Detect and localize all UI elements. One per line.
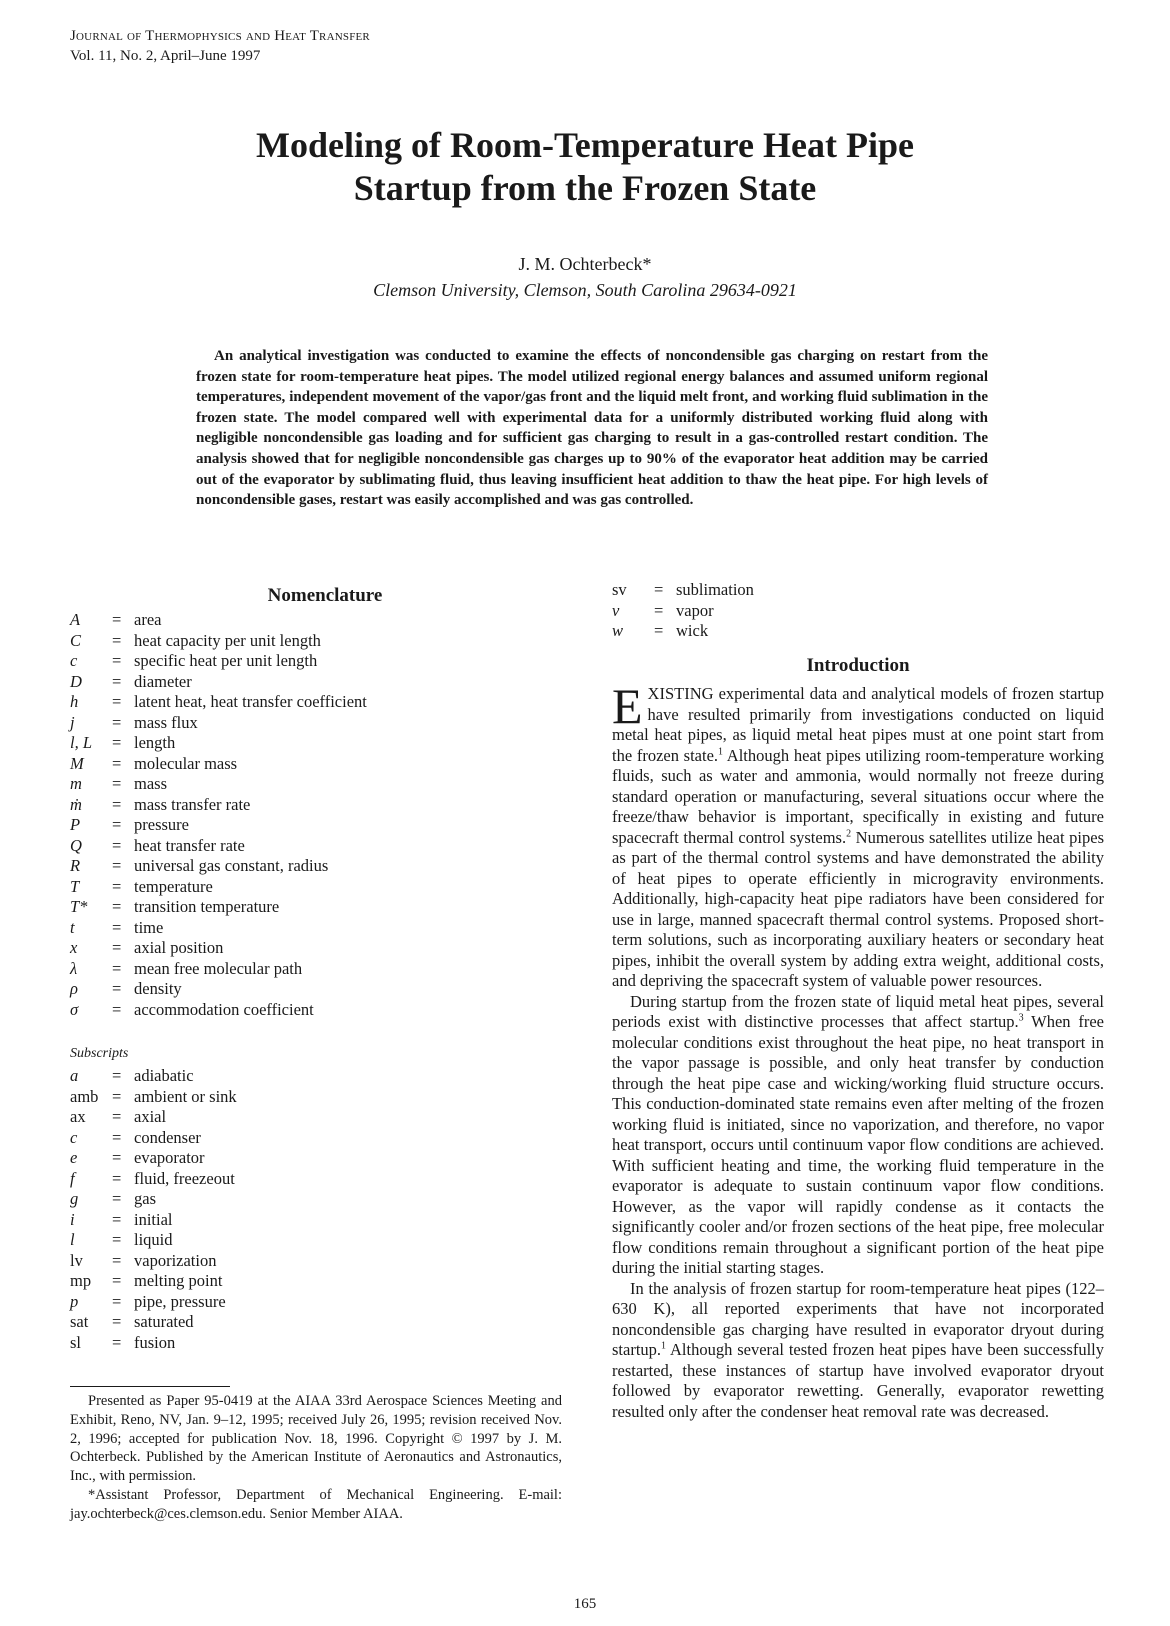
nomenclature-entry — [70, 1333, 237, 1354]
nomenclature-definition: molecular mass — [134, 753, 238, 773]
nomenclature-entry — [70, 692, 367, 713]
footnote-author: *Assistant Professor, Department of Mechanical Engineering. E-mail: jay.ochterbeck@ces.clemson.edu. Senior Member AIAA. — [70, 1486, 562, 1522]
nomenclature-definition: axial position — [134, 938, 224, 957]
nomenclature-definition: mass — [134, 774, 167, 793]
intro-text: Numerous satellites utilize heat pipes as part of the thermal control systems and have demonstrated the ability of heat pipes to operate efficiently in microgravity environments. Additionally, high-capacity heat pipe radiators have been considered for use in large, manned spacecraft thermal control systems. Proposed short-term solutions, such as incorporating auxiliary heaters or secondary heat pipes, inhibit the overall system by adding extra weight, additional costs, and depriving the spacecraft system of valuable power resources. — [612, 827, 1104, 990]
nomenclature-definition: diameter — [134, 671, 192, 691]
nomenclature-definition: pressure — [134, 815, 189, 834]
nomenclature-definition: transition temperature — [134, 897, 280, 916]
nomenclature-definition: pipe, pressure — [134, 1291, 226, 1311]
nomenclature-entry — [70, 1210, 237, 1231]
nomenclature-symbol: ax — [70, 1107, 86, 1126]
nomenclature-definition: temperature — [134, 876, 213, 896]
nomenclature-symbol: m — [70, 774, 82, 793]
nomenclature-symbol: l — [70, 1230, 75, 1249]
nomenclature-definition: fusion — [134, 1332, 176, 1352]
nomenclature-definition: adiabatic — [134, 1066, 194, 1085]
nomenclature-definition: gas — [134, 1189, 156, 1208]
equals-sign: = — [112, 1291, 122, 1311]
equals-sign: = — [654, 600, 664, 620]
equals-sign: = — [112, 774, 122, 793]
nomenclature-definition: time — [134, 917, 164, 937]
nomenclature-symbol: ρ — [70, 979, 78, 998]
nomenclature-entry — [70, 795, 367, 816]
equals-sign: = — [112, 630, 122, 650]
equals-sign: = — [112, 917, 122, 937]
nomenclature-symbol: e — [70, 1148, 78, 1167]
nomenclature-entry — [70, 979, 367, 1000]
nomenclature-definition: saturated — [134, 1312, 194, 1331]
nomenclature-symbol: g — [70, 1189, 79, 1208]
reference-marker: 1 — [661, 1340, 667, 1352]
equals-sign: = — [112, 733, 122, 752]
equals-sign: = — [112, 1127, 122, 1147]
nomenclature-entry — [70, 672, 367, 693]
nomenclature-symbol: f — [70, 1168, 75, 1188]
nomenclature-entry — [70, 1087, 237, 1108]
equals-sign: = — [112, 1168, 122, 1188]
nomenclature-entry — [70, 815, 367, 836]
nomenclature-entry — [70, 1148, 237, 1169]
intro-text: Although heat pipes utilizing room-temperature working fluids, such as water and ammonia, would normally not freeze during standard operation or manufacturing, several situations occur where the freeze/thaw behavior is important, specifically in existing and future spacecraft thermal control systems. — [612, 745, 1104, 847]
nomenclature-symbol: A — [70, 610, 81, 629]
nomenclature-symbol: w — [612, 621, 624, 640]
nomenclature-entry — [612, 580, 754, 601]
equals-sign: = — [112, 835, 122, 855]
nomenclature-definition: melting point — [134, 1271, 223, 1290]
nomenclature-definition: area — [134, 610, 162, 629]
nomenclature-definition: fluid, freezeout — [134, 1168, 235, 1188]
equals-sign: = — [112, 610, 122, 629]
nomenclature-list — [70, 610, 367, 1020]
equals-sign: = — [654, 621, 664, 640]
subscripts-heading: Subscripts — [70, 1046, 129, 1061]
nomenclature-entry — [70, 959, 367, 980]
nomenclature-symbol: amb — [70, 1086, 99, 1106]
nomenclature-entry — [70, 1189, 237, 1210]
nomenclature-definition: specific heat per unit length — [134, 651, 318, 670]
nomenclature-symbol: Q — [70, 835, 82, 855]
nomenclature-entry — [70, 1169, 237, 1190]
intro-text: In the analysis of frozen startup for room-temperature heat pipes (122–630 K), all reported experiments that have not incorporated noncondensible gas charging have resulted in evaporator dryout during startup. — [612, 1278, 1104, 1359]
nomenclature-entry — [70, 897, 367, 918]
nomenclature-entry — [70, 856, 367, 877]
journal-name: Journal of Thermophysics and Heat Transfer — [70, 28, 370, 44]
introduction-heading: Introduction — [806, 655, 910, 676]
equals-sign: = — [112, 1312, 122, 1331]
equals-sign: = — [112, 1209, 122, 1229]
nomenclature-definition: length — [134, 733, 176, 752]
nomenclature-symbol: P — [70, 815, 81, 834]
intro-text: Although several tested frozen heat pipes have been successfully restarted, these instances of startup have involved evaporator dryout followed by evaporator rewetting. Generally, evaporator rewetting resulted only after the condenser heat removal rate was decreased. — [612, 1340, 1104, 1421]
nomenclature-symbol: i — [70, 1209, 75, 1229]
nomenclature-entry — [70, 651, 367, 672]
nomenclature-symbol: sl — [70, 1332, 82, 1352]
nomenclature-symbol: sv — [612, 580, 627, 599]
author-name: J. M. Ochterbeck* — [518, 254, 652, 274]
nomenclature-symbol: c — [70, 1127, 78, 1147]
nomenclature-symbol: t — [70, 917, 75, 937]
nomenclature-symbol: a — [70, 1066, 79, 1085]
equals-sign: = — [112, 753, 122, 773]
nomenclature-heading: Nomenclature — [267, 585, 383, 606]
nomenclature-entry — [612, 621, 754, 642]
author-affiliation: Clemson University, Clemson, South Carolina 29634-0921 — [373, 280, 797, 300]
intro-paragraph-3 — [612, 1279, 1104, 1423]
nomenclature-symbol: ṁ — [70, 794, 82, 814]
nomenclature-entry — [70, 754, 367, 775]
equals-sign: = — [112, 1086, 122, 1106]
nomenclature-definition: axial — [134, 1107, 167, 1126]
nomenclature-entry — [70, 1107, 237, 1128]
equals-sign: = — [112, 1066, 122, 1085]
nomenclature-symbol: x — [70, 938, 78, 957]
equals-sign: = — [112, 1230, 122, 1249]
subscripts-list — [70, 1066, 237, 1353]
intro-text: During startup from the frozen state of liquid metal heat pipes, several periods exist with distinctive processes that affect startup. — [612, 991, 1104, 1031]
nomenclature-symbol: p — [70, 1291, 79, 1311]
equals-sign: = — [112, 979, 122, 998]
nomenclature-entry — [70, 774, 367, 795]
nomenclature-definition: heat capacity per unit length — [134, 630, 321, 650]
nomenclature-entry — [70, 1066, 237, 1087]
nomenclature-entry — [70, 713, 367, 734]
nomenclature-entry — [70, 1271, 237, 1292]
nomenclature-entry — [70, 1251, 237, 1272]
nomenclature-entry — [70, 733, 367, 754]
nomenclature-entry — [70, 1292, 237, 1313]
paper-title — [0, 124, 1170, 210]
nomenclature-definition: mean free molecular path — [134, 958, 303, 978]
equals-sign: = — [654, 580, 664, 599]
nomenclature-symbol: T — [70, 876, 80, 896]
nomenclature-definition: latent heat, heat transfer coefficient — [134, 692, 367, 711]
nomenclature-definition: initial — [134, 1209, 173, 1229]
equals-sign: = — [112, 692, 122, 711]
nomenclature-symbol: D — [70, 671, 82, 691]
journal-header — [70, 26, 370, 66]
nomenclature-entry — [70, 836, 367, 857]
intro-text: When free molecular conditions exist throughout the heat pipe, no heat transport in the vapor passage is possible, and only heat transfer by conduction through the heat pipe case and wicking/working fluid structure occurs. This conduction-dominated state remains even after melting of the frozen working fluid is initiated, since no vaporization, and therefore, no vapor heat transport, occurs until continuum vapor flow conditions are achieved. With sufficient heating and time, the working fluid temperature in the evaporator is adequate to sustain continuum vapor flow conditions. However, as the vapor will rapidly condense as it contacts the significantly cooler and/or frozen sections of the heat pipe, free molecular flow conditions remain throughout a significant portion of the heat pipe during the initial starting stages. — [612, 1012, 1104, 1277]
nomenclature-definition: density — [134, 979, 182, 998]
nomenclature-symbol: M — [70, 753, 84, 773]
equals-sign: = — [112, 1271, 122, 1290]
title-line-2: Startup from the Frozen State — [353, 168, 817, 208]
reference-marker: 3 — [1018, 1012, 1024, 1024]
nomenclature-entry — [70, 938, 367, 959]
equals-sign: = — [112, 1250, 122, 1270]
equals-sign: = — [112, 856, 122, 875]
nomenclature-definition: evaporator — [134, 1148, 205, 1167]
nomenclature-definition: mass transfer rate — [134, 794, 251, 814]
nomenclature-symbol: h — [70, 692, 79, 711]
equals-sign: = — [112, 999, 122, 1019]
nomenclature-definition: ambient or sink — [134, 1086, 237, 1106]
reference-marker: 2 — [846, 828, 852, 839]
footnote-presented: Presented as Paper 95-0419 at the AIAA 33rd Aerospace Sciences Meeting and Exhibit, Reno, NV, Jan. 9–12, 1995; received July 26, 1995; revision received Nov. 2, 1996; accepted for publication Nov. 18, 1996. Copyright © 1997 by J. M. Ochterbeck. Published by the American Institute of Aeronautics and Astronautics, Inc., with permission. — [70, 1393, 562, 1485]
footnote-rule — [70, 1386, 230, 1387]
intro-paragraph-2 — [612, 992, 1104, 1279]
introduction-body — [612, 678, 1104, 1422]
nomenclature-definition: vapor — [676, 600, 714, 620]
nomenclature-symbol: mp — [70, 1271, 92, 1290]
nomenclature-definition: mass flux — [134, 712, 198, 732]
drop-cap: E — [612, 678, 643, 734]
title-line-1: Modeling of Room-Temperature Heat Pipe — [256, 125, 914, 165]
nomenclature-entry — [70, 918, 367, 939]
nomenclature-symbol: c — [70, 651, 78, 670]
equals-sign: = — [112, 651, 122, 670]
equals-sign: = — [112, 958, 122, 978]
page-number: 165 — [573, 1596, 597, 1612]
equals-sign: = — [112, 1107, 122, 1126]
footnotes — [70, 1392, 562, 1524]
nomenclature-definition: accommodation coefficient — [134, 999, 314, 1019]
nomenclature-definition: vaporization — [134, 1250, 217, 1270]
nomenclature-entry — [70, 610, 367, 631]
nomenclature-definition: sublimation — [676, 580, 754, 599]
equals-sign: = — [112, 815, 122, 834]
abstract: An analytical investigation was conducted to examine the effects of noncondensible gas charging on restart from the frozen state for room-temperature heat pipes. The model utilized regional energy balances and assumed uniform regional temperatures, independent movement of the vapor/gas front and the liquid melt front, and working fluid sublimation in the frozen state. The model compared well with experimental data for a uniformly distributed working fluid along with negligible noncondensible gas loading and for sufficient gas charging to result in a gas-controlled restart condition. The analysis showed that for negligible noncondensible gas charges up to 90% of the evaporator heat addition may be carried out of the evaporator by sublimating fluid, thus leaving insufficient heat addition to thaw the heat pipe. For high levels of noncondensible gases, restart was easily accomplished and was gas controlled. — [196, 348, 988, 509]
nomenclature-entry — [70, 1128, 237, 1149]
volume-line: Vol. 11, No. 2, April–June 1997 — [70, 48, 261, 64]
nomenclature-symbol: σ — [70, 999, 79, 1019]
nomenclature-symbol: l, L — [70, 733, 93, 752]
nomenclature-definition: liquid — [134, 1230, 173, 1249]
nomenclature-definition: universal gas constant, radius — [134, 856, 329, 875]
reference-marker: 1 — [718, 746, 724, 757]
equals-sign: = — [112, 1189, 122, 1208]
nomenclature-symbol: v — [612, 600, 620, 620]
nomenclature-entry — [70, 1312, 237, 1333]
equals-sign: = — [112, 794, 122, 814]
equals-sign: = — [112, 938, 122, 957]
equals-sign: = — [112, 671, 122, 691]
nomenclature-definition: heat transfer rate — [134, 835, 245, 855]
intro-text: XISTING experimental data and analytical models of frozen startup have resulted primarily from investigations conducted on liquid metal heat pipes, as liquid metal heat pipes must at one point start from the frozen state. — [612, 684, 1104, 765]
nomenclature-symbol: T* — [70, 897, 88, 916]
subscripts-list-continued — [612, 580, 754, 642]
nomenclature-symbol: lv — [70, 1250, 83, 1270]
nomenclature-entry — [612, 601, 754, 622]
equals-sign: = — [112, 1148, 122, 1167]
nomenclature-symbol: R — [70, 856, 81, 875]
nomenclature-entry — [70, 1000, 367, 1021]
intro-paragraph-1 — [612, 678, 1104, 992]
nomenclature-definition: wick — [676, 621, 709, 640]
equals-sign: = — [112, 897, 122, 916]
nomenclature-definition: condenser — [134, 1127, 201, 1147]
equals-sign: = — [112, 1332, 122, 1352]
nomenclature-symbol: sat — [70, 1312, 89, 1331]
nomenclature-symbol: j — [70, 712, 75, 732]
nomenclature-symbol: C — [70, 630, 82, 650]
equals-sign: = — [112, 712, 122, 732]
equals-sign: = — [112, 876, 122, 896]
nomenclature-entry — [70, 877, 367, 898]
nomenclature-entry — [70, 631, 367, 652]
nomenclature-entry — [70, 1230, 237, 1251]
nomenclature-symbol: λ — [70, 958, 78, 978]
